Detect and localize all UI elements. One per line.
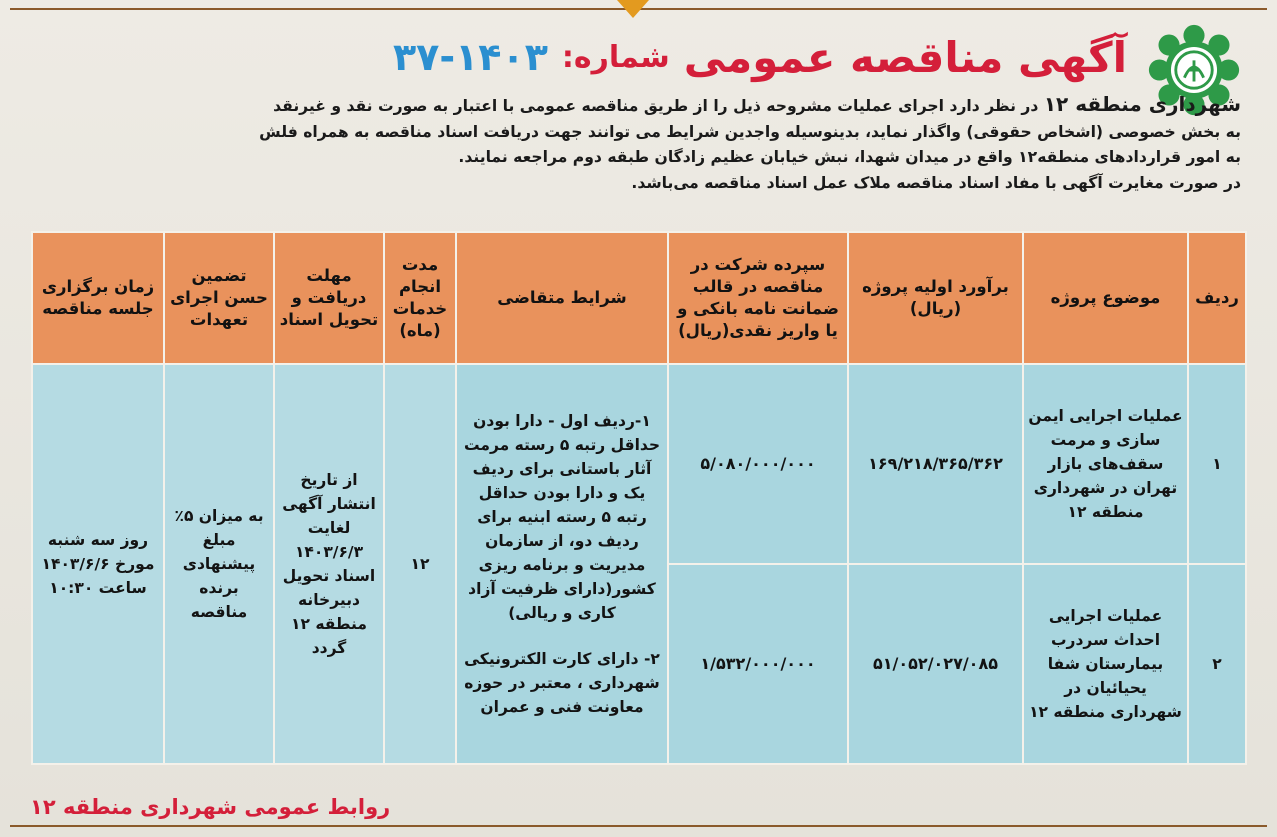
row-number: ۱ bbox=[1188, 364, 1246, 564]
intro-line-3: به امور قراردادهای منطقه۱۲ واقع در میدان شهدا، نبش خیابان عظیم زادگان طبقه دوم مراجعه نمایند. bbox=[458, 148, 1241, 166]
project-deposit: ۱/۵۳۲/۰۰۰/۰۰۰ bbox=[668, 564, 848, 764]
project-estimate: ۱۶۹/۲۱۸/۳۶۵/۳۶۲ bbox=[848, 364, 1023, 564]
intro-lead: شهرداری منطقه ۱۲ bbox=[1043, 92, 1241, 116]
table-row bbox=[32, 364, 1246, 564]
number-label: شماره: bbox=[561, 39, 670, 75]
public-relations-signature: روابط عمومی شهرداری منطقه ۱۲ bbox=[30, 795, 391, 819]
header-estimate: برآورد اولیه پروژه (ریال) bbox=[848, 232, 1023, 364]
condition-2: ۲- دارای کارت الکترونیکی شهرداری ، معتبر در حوزه معاونت فنی و عمران bbox=[464, 650, 660, 716]
header-guarantee: تضمین حسن اجرای تعهدات bbox=[164, 232, 274, 364]
header-row-no: ردیف bbox=[1188, 232, 1246, 364]
document-deadline: از تاریخ انتشار آگهی لغایت ۱۴۰۳/۶/۳ اسناد تحویل دبیرخانه منطقه ۱۲ گردد bbox=[274, 364, 384, 764]
project-subject: عملیات اجرایی احداث سردرب بیمارستان شفا یحیائیان در شهرداری منطقه ۱۲ bbox=[1023, 564, 1188, 764]
performance-guarantee: به میزان ۵٪ مبلغ پیشنهادی برنده مناقصه bbox=[164, 364, 274, 764]
table-header-row bbox=[32, 232, 1246, 364]
condition-1: ۱-ردیف اول - دارا بودن حداقل رتبه ۵ رسته مرمت آثار باستانی برای ردیف یک و دارا بودن حداقل رتبه ۵ رسته ابنیه برای ردیف دو، از سازمان مدیریت و برنامه ریزی کشور(دارای ظرفیت آزاد کاری و ریالی) bbox=[463, 412, 661, 622]
title-row bbox=[247, 26, 1127, 88]
header-session: زمان برگزاری جلسه مناقصه bbox=[32, 232, 164, 364]
top-arrow-marker bbox=[617, 0, 649, 18]
row-number: ۲ bbox=[1188, 564, 1246, 764]
header-subject: موضوع پروژه bbox=[1023, 232, 1188, 364]
intro-line-2: به بخش خصوصی (اشخاص حقوقی) واگذار نماید، بدینوسیله واجدین شرایط می توانند جهت دریافت اسناد مناقصه به همراه فلش bbox=[259, 122, 1241, 141]
header-conditions: شرایط متقاضی bbox=[456, 232, 668, 364]
intro-line-4: در صورت مغایرت آگهی با مفاد اسناد مناقصه ملاک عمل اسناد مناقصه می‌باشد. bbox=[631, 173, 1241, 192]
header-deposit: سپرده شرکت در مناقصه در قالب ضمانت نامه بانکی و یا واریز نقدی(ریال) bbox=[668, 232, 848, 364]
ad-number: ۳۷-۱۴۰۳ bbox=[392, 35, 548, 79]
tender-table bbox=[31, 231, 1247, 765]
header-deadline: مهلت دریافت و تحویل اسناد bbox=[274, 232, 384, 364]
bottom-divider bbox=[10, 825, 1267, 827]
intro-line-1: در نظر دارد اجرای عملیات مشروحه ذیل را از طریق مناقصه عمومی با اعتبار به صورت نقد و غیرنقد bbox=[273, 97, 1039, 115]
session-time: روز سه شنبه مورخ ۱۴۰۳/۶/۶ ساعت ۱۰:۳۰ bbox=[32, 364, 164, 764]
service-duration: ۱۲ bbox=[384, 364, 456, 764]
intro-text bbox=[141, 92, 1241, 196]
header-duration: مدت انجام خدمات (ماه) bbox=[384, 232, 456, 364]
project-deposit: ۵/۰۸۰/۰۰۰/۰۰۰ bbox=[668, 364, 848, 564]
project-estimate: ۵۱/۰۵۲/۰۲۷/۰۸۵ bbox=[848, 564, 1023, 764]
project-subject: عملیات اجرایی ایمن سازی و مرمت سقف‌های بازار تهران در شهرداری منطقه ۱۲ bbox=[1023, 364, 1188, 564]
ad-title: آگهی مناقصه عمومی bbox=[683, 32, 1127, 82]
applicant-conditions bbox=[456, 364, 668, 764]
